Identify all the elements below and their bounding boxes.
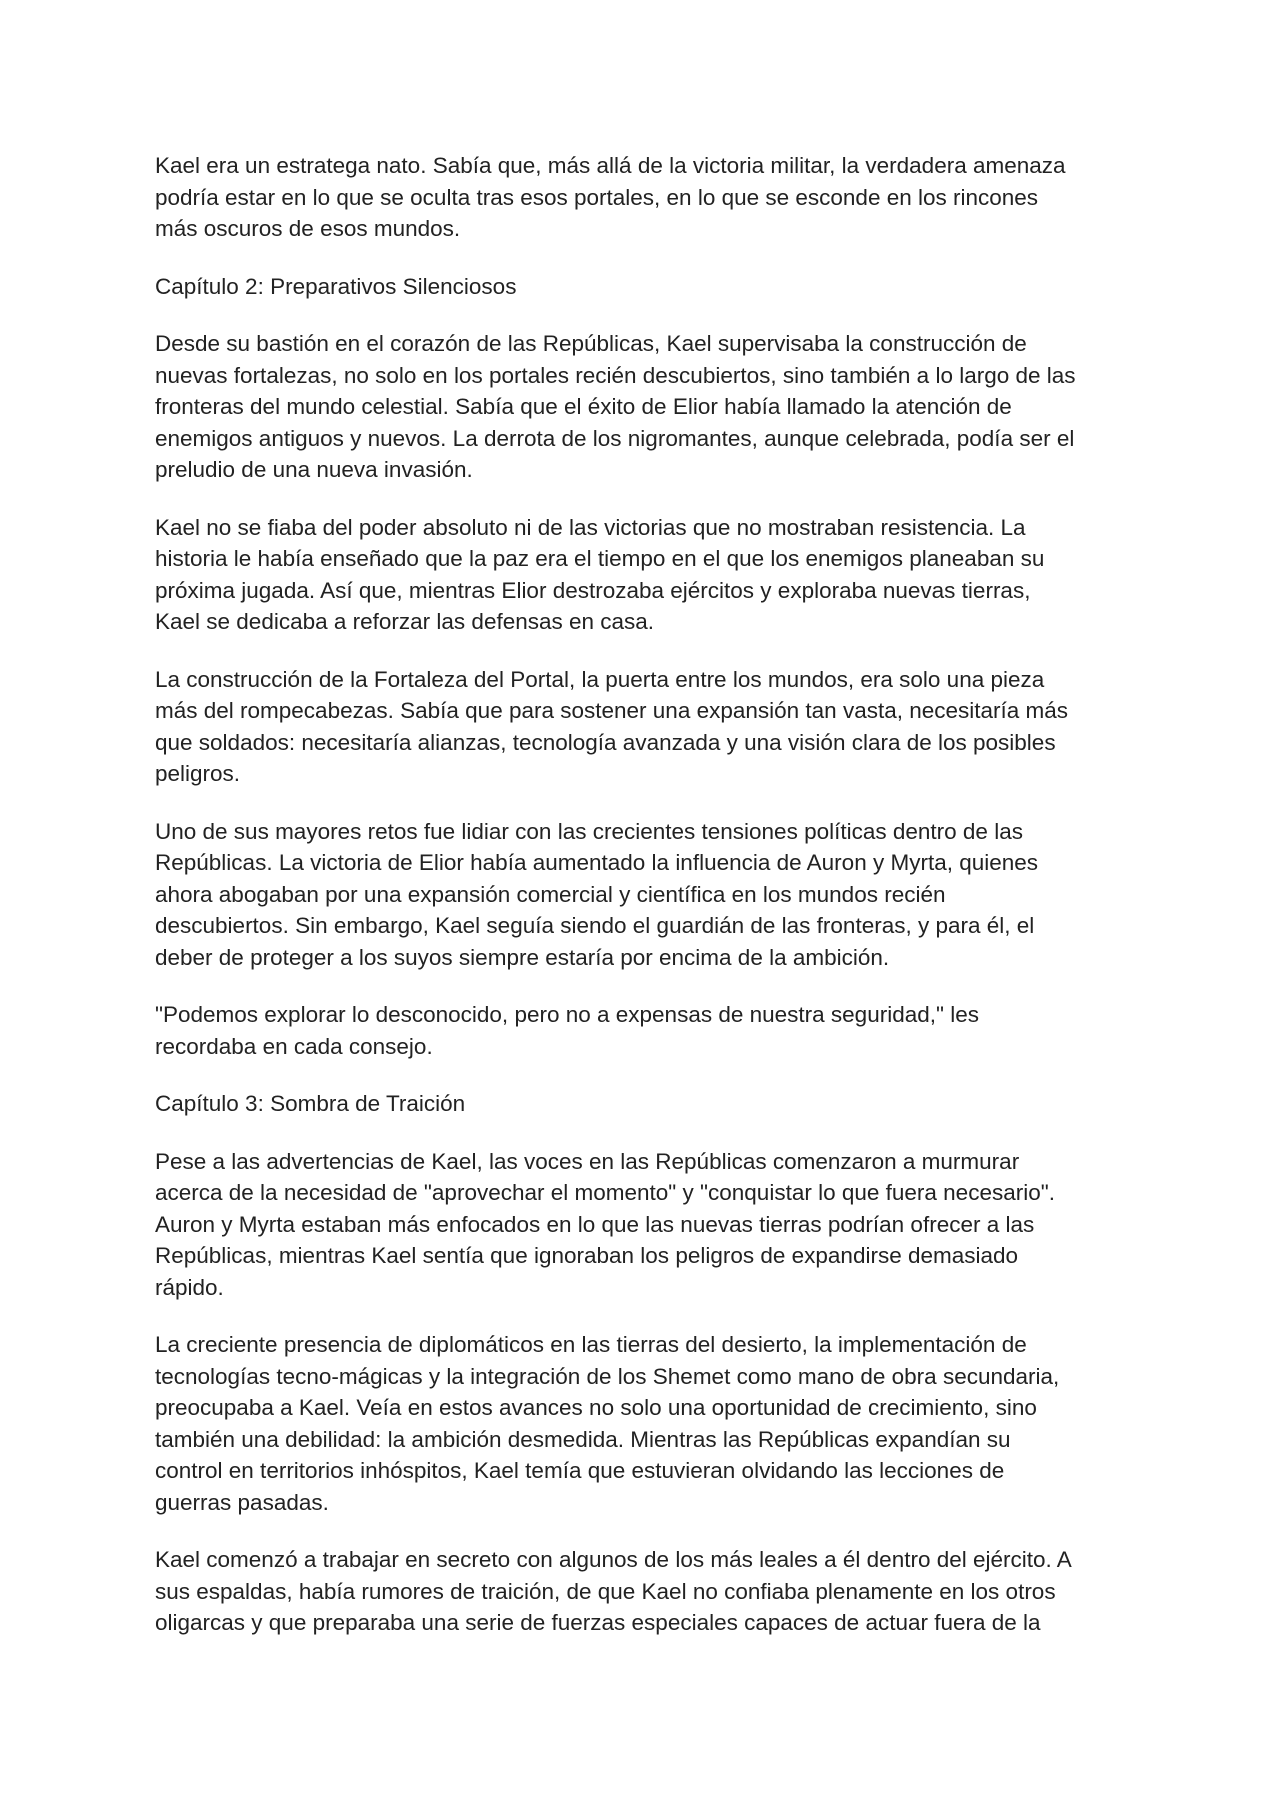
text-line: Kael era un estratega nato. Sabía que, más allá de la victoria militar, la verdadera amenaza <box>155 153 1066 178</box>
text-line: preocupaba a Kael. Veía en estos avances no solo una oportunidad de crecimiento, sino <box>155 1395 1037 1420</box>
text-line: historia le había enseñado que la paz era el tiempo en el que los enemigos planeaban su <box>155 546 1045 571</box>
text-line: más del rompecabezas. Sabía que para sostener una expansión tan vasta, necesitaría más <box>155 698 1069 723</box>
text-line: más oscuros de esos mundos. <box>155 216 461 241</box>
text-line: enemigos antiguos y nuevos. La derrota de los nigromantes, aunque celebrada, podía ser el <box>155 425 1075 451</box>
paragraph <box>155 1146 1130 1304</box>
chapter-heading <box>155 1088 1130 1120</box>
paragraph <box>155 1329 1130 1518</box>
text-line: próxima jugada. Así que, mientras Elior destrozaba ejércitos y exploraba nuevas tierras, <box>155 577 1031 603</box>
text-line: tecnologías tecno-mágicas y la integración de los Shemet como mano de obra secundaria, <box>155 1363 1060 1389</box>
paragraph <box>155 328 1130 486</box>
document-body <box>155 150 1130 1665</box>
text-line: preludio de una nueva invasión. <box>155 457 473 482</box>
text-line: Auron y Myrta estaban más enfocados en lo que las nuevas tierras podrían ofrecer a las <box>155 1211 1035 1237</box>
text-line: Kael comenzó a trabajar en secreto con algunos de los más leales a él dentro del ejército. A <box>155 1547 1072 1572</box>
paragraph <box>155 664 1130 790</box>
text-line: oligarcas y que preparaba una serie de fuerzas especiales capaces de actuar fuera de la <box>155 1610 1041 1635</box>
text-line: rápido. <box>155 1274 224 1300</box>
chapter-heading <box>155 271 1130 303</box>
text-line: sus espaldas, había rumores de traición, de que Kael no confiaba plenamente en los otros <box>155 1578 1056 1604</box>
text-line: Desde su bastión en el corazón de las Repúblicas, Kael supervisaba la construcción de <box>155 331 1027 356</box>
text-line: Repúblicas. La victoria de Elior había aumentado la influencia de Auron y Myrta, quienes <box>155 850 1039 875</box>
text-line: "Podemos explorar lo desconocido, pero no a expensas de nuestra seguridad," les <box>155 1002 979 1027</box>
text-line: peligros. <box>155 761 241 786</box>
text-line: Kael se dedicaba a reforzar las defensas en casa. <box>155 609 655 634</box>
paragraph <box>155 512 1130 638</box>
text-line: Pese a las advertencias de Kael, las voces en las Repúblicas comenzaron a murmurar <box>155 1148 1020 1174</box>
text-line: control en territorios inhóspitos, Kael temía que estuvieran olvidando las lecciones de <box>155 1458 1005 1483</box>
text-line: Capítulo 3: Sombra de Traición <box>155 1091 466 1116</box>
text-line: acerca de la necesidad de "aprovechar el momento" y "conquistar lo que fuera necesario". <box>155 1180 1055 1205</box>
text-line: La construcción de la Fortaleza del Portal, la puerta entre los mundos, era solo una pieza <box>155 666 1045 692</box>
text-line: Capítulo 2: Preparativos Silenciosos <box>155 273 517 299</box>
text-line: Repúblicas, mientras Kael sentía que ignoraban los peligros de expandirse demasiado <box>155 1243 1019 1268</box>
text-line: que soldados: necesitaría alianzas, tecnología avanzada y una visión clara de los posibles <box>155 729 1056 755</box>
text-line: descubiertos. Sin embargo, Kael seguía siendo el guardián de las fronteras, y para él, el <box>155 913 1035 938</box>
text-line: podría estar en lo que se oculta tras esos portales, en lo que se esconde en los rincones <box>155 184 1039 210</box>
text-line: Uno de sus mayores retos fue lidiar con las crecientes tensiones políticas dentro de las <box>155 818 1023 844</box>
paragraph <box>155 150 1130 245</box>
text-line: Kael no se fiaba del poder absoluto ni de las victorias que no mostraban resistencia. La <box>155 514 1026 540</box>
text-line: ahora abogaban por una expansión comercial y científica en los mundos recién <box>155 881 946 907</box>
text-line: nuevas fortalezas, no solo en los portales recién descubiertos, sino también a lo largo de las <box>155 362 1076 388</box>
text-line: guerras pasadas. <box>155 1489 329 1515</box>
paragraph <box>155 1544 1130 1639</box>
text-line: deber de proteger a los suyos siempre estaría por encima de la ambición. <box>155 944 890 970</box>
paragraph <box>155 816 1130 974</box>
paragraph <box>155 999 1130 1062</box>
text-line: La creciente presencia de diplomáticos en las tierras del desierto, la implementación de <box>155 1332 1027 1357</box>
text-line: también una debilidad: la ambición desmedida. Mientras las Repúblicas expandían su <box>155 1426 1011 1452</box>
text-line: fronteras del mundo celestial. Sabía que el éxito de Elior había llamado la atención de <box>155 394 1012 419</box>
text-line: recordaba en cada consejo. <box>155 1033 433 1059</box>
